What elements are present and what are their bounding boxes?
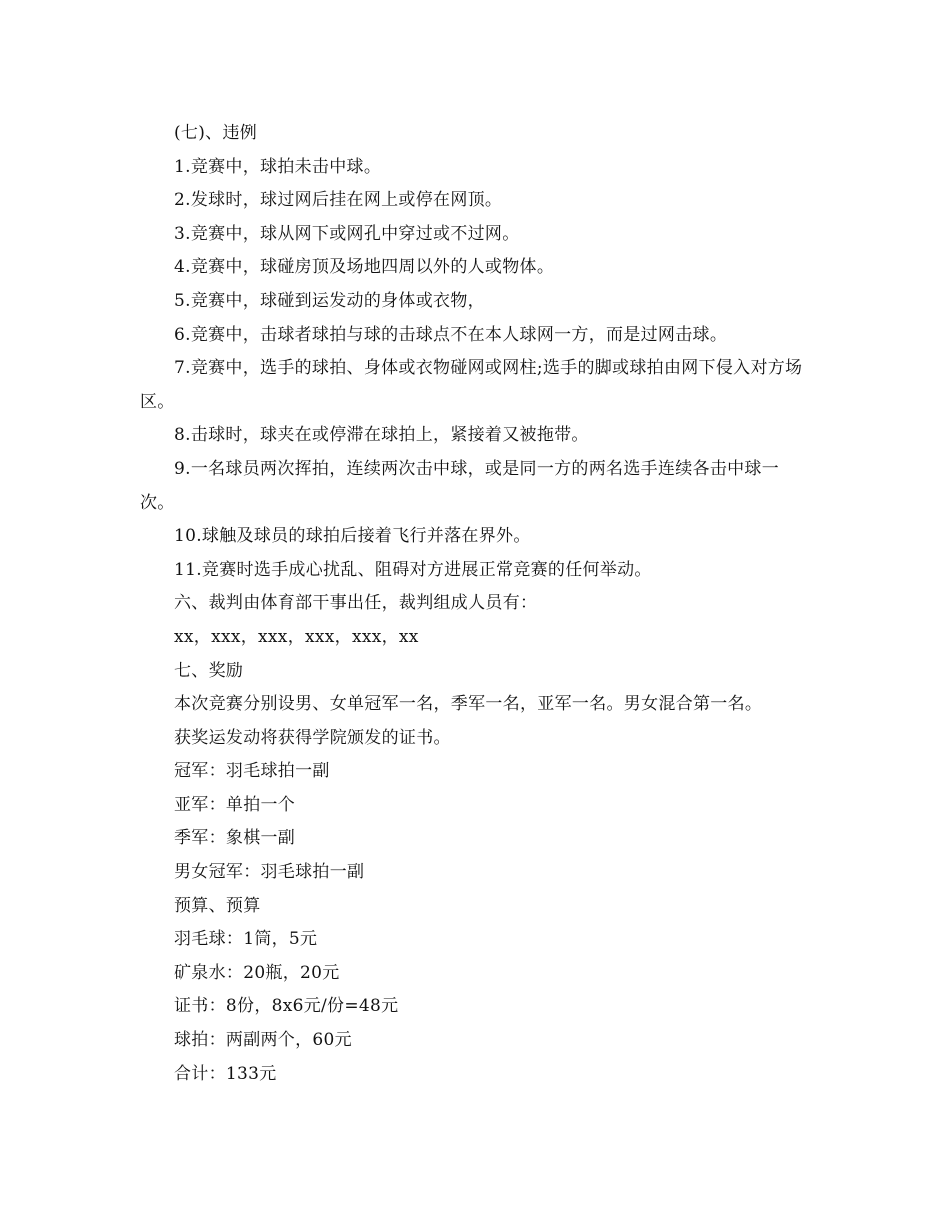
- violation-item: 11.竞赛时选手成心扰乱、阻碍对方进展正常竞赛的任何举动。: [174, 559, 652, 580]
- section-title-violations: (七)、违例: [174, 123, 258, 143]
- budget-item: 球拍：两副两个，60元: [174, 1030, 352, 1051]
- violation-item: 8.击球时，球夹在或停滞在球拍上，紧接着又被拖带。: [174, 425, 589, 446]
- prize-item: 季军：象棋一副: [174, 828, 296, 849]
- budget-item: 羽毛球：1筒，5元: [174, 929, 318, 950]
- violation-item: 1.竞赛中，球拍未击中球。: [174, 156, 382, 177]
- document-body: [140, 117, 812, 1091]
- violation-item: 10.球触及球员的球拍后接着飞行并落在界外。: [174, 526, 531, 547]
- section-title-budget: 预算、预算: [174, 895, 261, 916]
- violation-item: 4.竞赛中，球碰房顶及场地四周以外的人或物体。: [174, 257, 555, 278]
- prize-item: 男女冠军：羽毛球拍一副: [174, 862, 365, 883]
- violation-item: 2.发球时，球过网后挂在网上或停在网顶。: [174, 190, 503, 211]
- budget-item: 证书：8份，8x6元/份=48元: [174, 996, 399, 1017]
- violation-item: 9.一名球员两次挥拍，连续两次击中球，或是同一方的两名选手连续各击中球一次。: [140, 458, 780, 513]
- awards-certificate-note: 获奖运发动将获得学院颁发的证书。: [174, 727, 451, 748]
- awards-description: 本次竞赛分别设男、女单冠军一名，季军一名，亚军一名。男女混合第一名。: [174, 694, 763, 715]
- prize-item: 亚军：单拍一个: [174, 794, 296, 815]
- violation-item: 7.竞赛中，选手的球拍、身体或衣物碰网或网柱;选手的脚或球拍由网下侵入对方场区。: [140, 358, 803, 412]
- budget-item: 矿泉水：20瓶，20元: [174, 962, 340, 983]
- prize-item: 冠军：羽毛球拍一副: [174, 761, 330, 782]
- section-title-referee: 六、裁判由体育部干事出任，裁判组成人员有：: [174, 593, 538, 614]
- violation-item: 5.竞赛中，球碰到运发动的身体或衣物，: [174, 290, 485, 311]
- violation-item: 6.竞赛中，击球者球拍与球的击球点不在本人球网一方，而是过网击球。: [174, 324, 728, 345]
- violation-item: 3.竞赛中，球从网下或网孔中穿过或不过网。: [174, 223, 520, 244]
- referee-names: xx，xxx，xxx，xxx，xxx，xx: [174, 626, 419, 647]
- budget-total: 合计：133元: [174, 1063, 277, 1084]
- section-title-awards: 七、奖励: [174, 660, 244, 681]
